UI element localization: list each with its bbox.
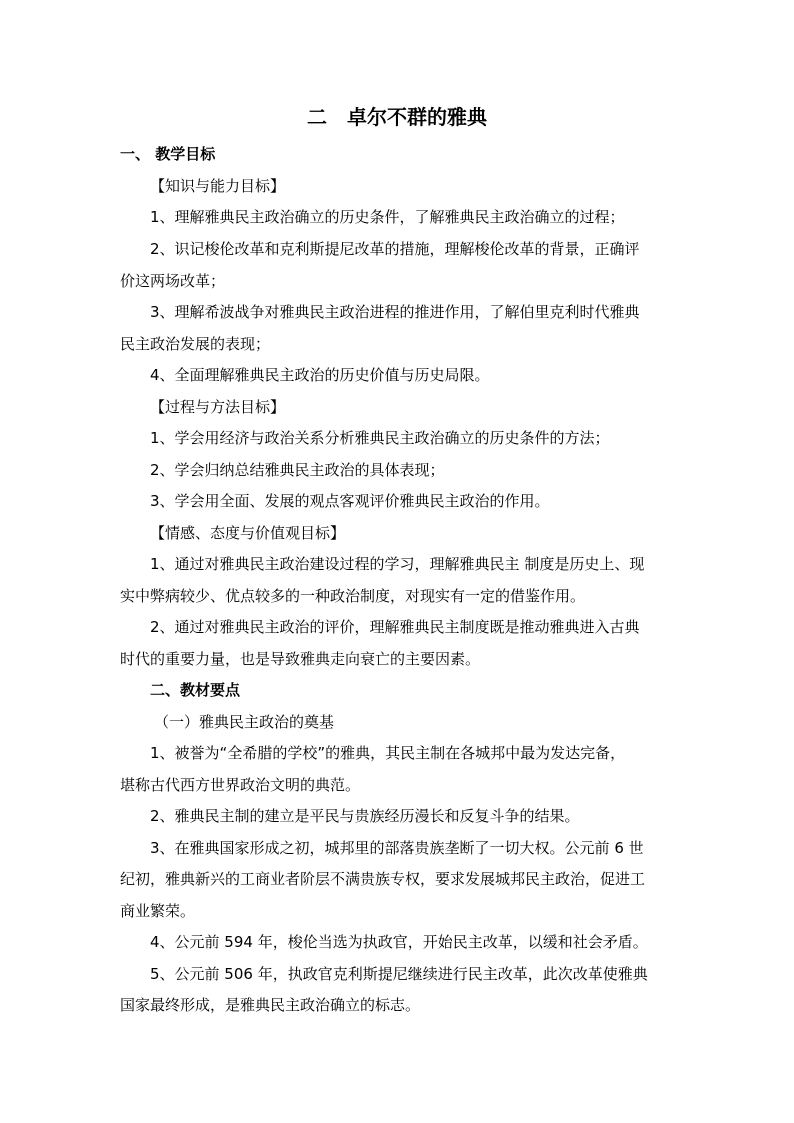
text-line: 5、公元前 506 年，执政官克利斯提尼继续进行民主改革，此次改革使雅典 — [150, 965, 648, 983]
text-line: 1、通过对雅典民主政治建设过程的学习，理解雅典民主 制度是历史上、现 — [150, 555, 645, 573]
section-heading-objectives: 一、 教学目标 — [120, 145, 216, 163]
subheading-process: 【过程与方法目标】 — [150, 398, 286, 416]
text-line: 2、学会归纳总结雅典民主政治的具体表现； — [150, 461, 445, 479]
text-line: 2、通过对雅典民主政治的评价，理解雅典民主制度既是推动雅典进入古典 — [150, 618, 640, 636]
text-line: 民主政治发展的表现； — [120, 335, 271, 353]
text-line: 商业繁荣。 — [120, 902, 196, 920]
text-line: 2、识记梭伦改革和克利斯提尼改革的措施，理解梭伦改革的背景，正确评 — [150, 240, 640, 258]
text-line: 1、理解雅典民主政治确立的历史条件，了解雅典民主政治确立的过程； — [150, 208, 625, 226]
text-line: 2、雅典民主制的建立是平民与贵族经历漫长和反复斗争的结果。 — [150, 807, 580, 825]
text-line: 纪初，雅典新兴的工商业者阶层不满贵族专权，要求发展城邦民主政治，促进工 — [120, 870, 646, 888]
text-line: 时代的重要力量，也是导致雅典走向衰亡的主要因素。 — [120, 650, 481, 668]
subheading-emotion: 【情感、态度与价值观目标】 — [150, 524, 346, 542]
text-line: 价这两场改革； — [120, 272, 226, 290]
subheading-knowledge: 【知识与能力目标】 — [150, 177, 286, 195]
text-line: 4、全面理解雅典民主政治的历史价值与历史局限。 — [150, 366, 490, 384]
text-line: 1、被誉为“全希腊的学校”的雅典，其民主制在各城邦中最为发达完备， — [150, 744, 626, 762]
page-title: 二 卓尔不群的雅典 — [307, 105, 487, 129]
text-line: 3、学会用全面、发展的观点客观评价雅典民主政治的作用。 — [150, 492, 550, 510]
text-line: 3、理解希波战争对雅典民主政治进程的推进作用，了解伯里克利时代雅典 — [150, 303, 640, 321]
text-line: 4、公元前 594 年，梭伦当选为执政官，开始民主改革，以缓和社会矛盾。 — [150, 933, 648, 951]
text-line: 国家最终形成，是雅典民主政治确立的标志。 — [120, 996, 421, 1014]
subheading-foundation: （一）雅典民主政治的奠基 — [154, 713, 335, 731]
text-line: 1、学会用经济与政治关系分析雅典民主政治确立的历史条件的方法； — [150, 429, 610, 447]
section-heading-textbook: 二、教材要点 — [150, 681, 241, 699]
text-line: 3、在雅典国家形成之初，城邦里的部落贵族垄断了一切大权。公元前 6 世 — [150, 839, 644, 857]
text-line: 堪称古代西方世界政治文明的典范。 — [120, 776, 361, 794]
text-line: 实中弊病较少、优点较多的一种政治制度，对现实有一定的借鉴作用。 — [120, 587, 586, 605]
